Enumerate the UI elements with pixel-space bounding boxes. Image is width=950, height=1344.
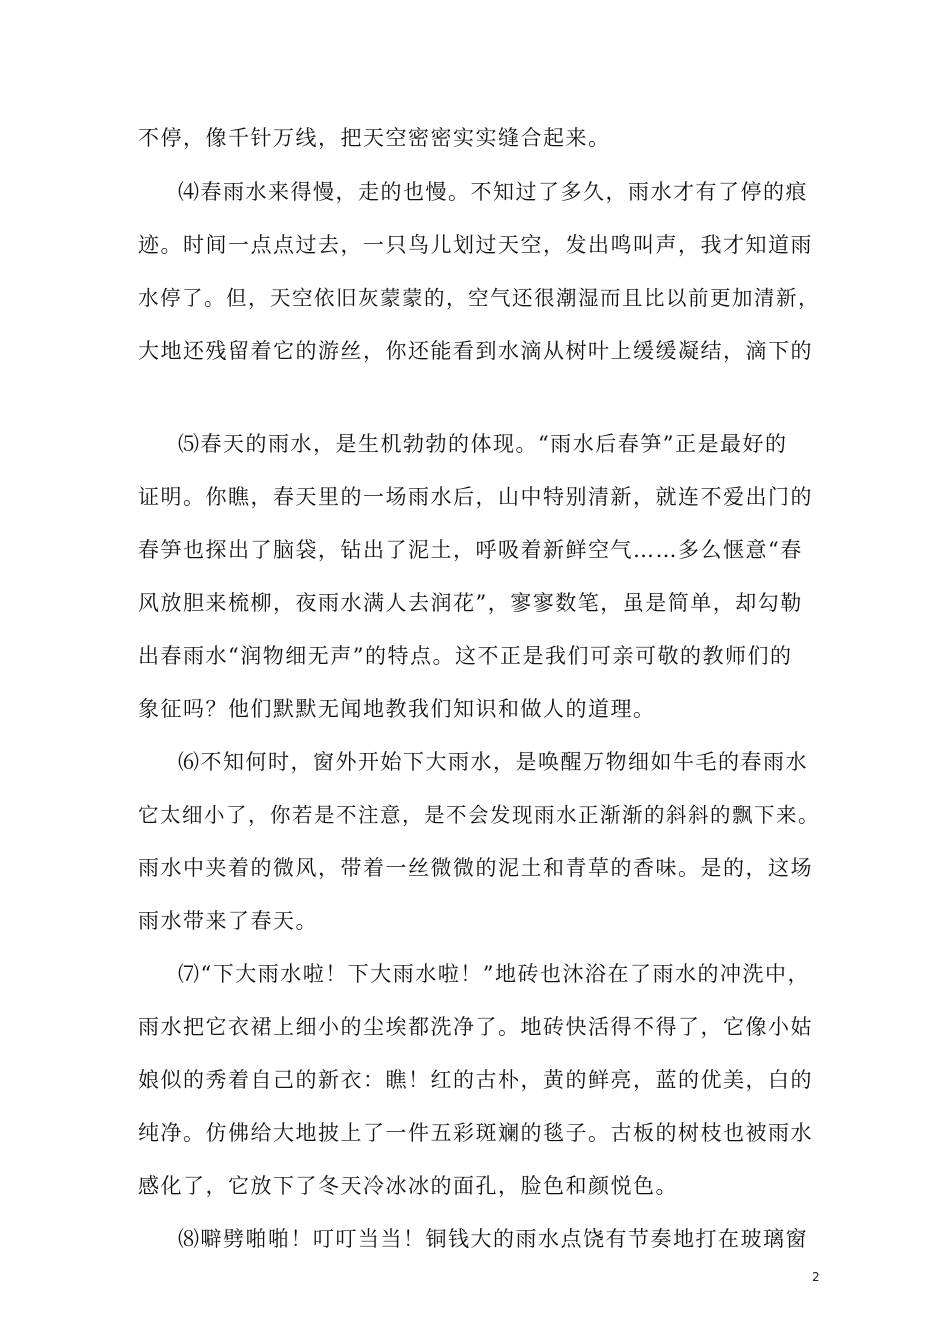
text-line: 象征吗？他们默默无闻地教我们知识和做人的道理。: [138, 697, 656, 721]
text-line: 纯净。仿佛给大地披上了一件五彩斑斓的毯子。古板的树枝也被雨水: [138, 1121, 813, 1145]
text-line: 大地还残留着它的游丝，你还能看到水滴从树叶上缓缓凝结，滴下的: [138, 339, 813, 363]
text-line: 娘似的秀着自己的新衣：瞧！红的古朴，黄的鲜亮，蓝的优美，白的: [138, 1068, 813, 1092]
text-line: 春笋也探出了脑袋，钻出了泥土，呼吸着新鲜空气……多么惬意“春: [138, 538, 803, 562]
text-line: 水停了。但，天空依旧灰蒙蒙的，空气还很潮湿而且比以前更加清新，: [138, 286, 820, 310]
text-line: 雨水带来了春天。: [138, 909, 318, 933]
paragraph-5-line: ⑸春天的雨水，是生机勃勃的体现。“雨水后春笋”正是最好的: [178, 432, 788, 456]
page-number: 2: [812, 1270, 820, 1284]
text-line: 它太细小了，你若是不注意，是不会发现雨水正渐渐的斜斜的飘下来。: [138, 803, 820, 827]
text-line: 雨水把它衣裙上细小的尘埃都洗净了。地砖快活得不得了，它像小姑: [138, 1015, 813, 1039]
paragraph-7-line: ⑺“下大雨水啦！下大雨水啦！”地砖也沐浴在了雨水的冲洗中，: [178, 962, 810, 986]
text-line: 出春雨水“润物细无声”的特点。这不正是我们可亲可敬的教师们的: [138, 644, 793, 668]
text-line: 风放胆来梳柳，夜雨水满人去润花”，寥寥数笔，虽是简单，却勾勒: [138, 591, 803, 615]
paragraph-8-line: ⑻噼劈啪啪！叮叮当当！铜钱大的雨水点饶有节奏地打在玻璃窗: [178, 1227, 808, 1251]
text-line: 不停，像千针万线，把天空密密实实缝合起来。: [138, 126, 611, 150]
paragraph-4-line: ⑷春雨水来得慢，走的也慢。不知过了多久，雨水才有了停的痕: [178, 180, 808, 204]
text-line: 迹。时间一点点过去，一只鸟儿划过天空，发出鸣叫声，我才知道雨: [138, 233, 813, 257]
text-line: 感化了，它放下了冬天冷冰冰的面孔，脸色和颜悦色。: [138, 1174, 678, 1198]
paragraph-6-line: ⑹不知何时，窗外开始下大雨水，是唤醒万物细如牛毛的春雨水: [178, 750, 808, 774]
text-line: 雨水中夹着的微风，带着一丝微微的泥土和青草的香味。是的，这场: [138, 856, 813, 880]
text-line: 证明。你瞧，春天里的一场雨水后，山中特别清新，就连不爱出门的: [138, 485, 813, 509]
